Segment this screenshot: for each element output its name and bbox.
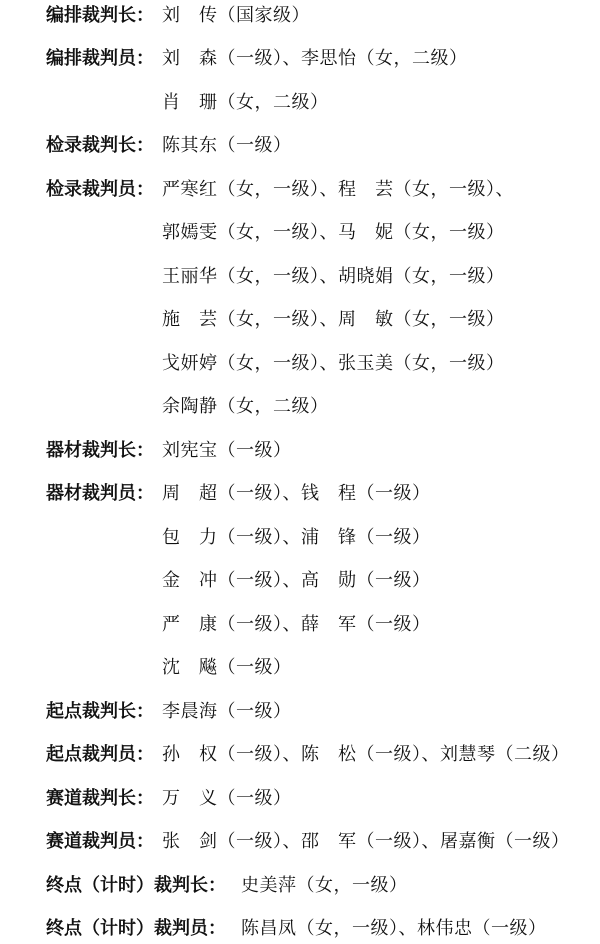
referee-names: 郭嫣雯（女，一级）、马 妮（女，一级） [162,222,505,243]
referee-names: 刘 传（国家级） [162,5,310,26]
entry-row [0,44,600,74]
entry-row [0,436,600,466]
role-label: 编排裁判长： [46,5,154,26]
referee-names: 余陶静（女，二级） [162,396,329,417]
referee-names: 周 超（一级）、钱 程（一级） [162,483,431,504]
entry-row-continuation [0,653,600,683]
referee-names: 陈昌凤（女，一级）、林伟忠（一级） [241,918,547,939]
referee-names: 包 力（一级）、浦 锋（一级） [162,527,431,548]
entry-row [0,697,600,727]
entry-row-continuation [0,305,600,335]
entry-row [0,784,600,814]
entry-row [0,1,600,31]
referee-names: 肖 珊（女，二级） [162,92,329,113]
role-label: 赛道裁判员： [46,831,154,852]
referee-names: 沈 飚（一级） [162,657,292,678]
referee-names: 万 义（一级） [162,788,292,809]
entry-row-continuation [0,392,600,422]
referee-names: 张 剑（一级）、邵 军（一级）、屠嘉衡（一级） [162,831,570,852]
referee-names: 刘宪宝（一级） [162,440,292,461]
role-label: 编排裁判员： [46,48,154,69]
role-label: 终点（计时）裁判长： [46,875,226,896]
referee-names: 刘 森（一级）、李思怡（女，二级） [162,48,468,69]
role-label: 起点裁判员： [46,744,154,765]
entry-row [0,914,600,944]
entry-row [0,740,600,770]
referee-names: 李晨海（一级） [162,701,292,722]
entry-row-continuation [0,349,600,379]
role-label: 赛道裁判长： [46,788,154,809]
entry-row-continuation [0,218,600,248]
role-label: 检录裁判长： [46,135,154,156]
referee-names: 施 芸（女，一级）、周 敏（女，一级） [162,309,505,330]
referee-names: 史美萍（女，一级） [241,875,408,896]
referee-names: 严 康（一级）、薛 军（一级） [162,614,431,635]
referee-names: 陈其东（一级） [162,135,292,156]
entry-row-continuation [0,523,600,553]
role-label: 检录裁判员： [46,179,154,200]
referee-names: 孙 权（一级）、陈 松（一级）、刘慧琴（二级） [162,744,570,765]
role-label: 起点裁判长： [46,701,154,722]
entry-row-continuation [0,88,600,118]
role-label: 终点（计时）裁判员： [46,918,226,939]
referee-names: 金 冲（一级）、高 勋（一级） [162,570,431,591]
referee-names: 戈妍婷（女，一级）、张玉美（女，一级） [162,353,505,374]
role-label: 器材裁判员： [46,483,154,504]
entry-row [0,131,600,161]
entry-row-continuation [0,610,600,640]
entry-row [0,175,600,205]
role-label: 器材裁判长： [46,440,154,461]
entry-row-continuation [0,566,600,596]
entry-row [0,871,600,901]
entry-row-continuation [0,262,600,292]
referee-names: 严寒红（女，一级）、程 芸（女，一级）、 [162,179,514,200]
referee-names: 王丽华（女，一级）、胡晓娟（女，一级） [162,266,505,287]
entry-row [0,827,600,857]
entry-row [0,479,600,509]
